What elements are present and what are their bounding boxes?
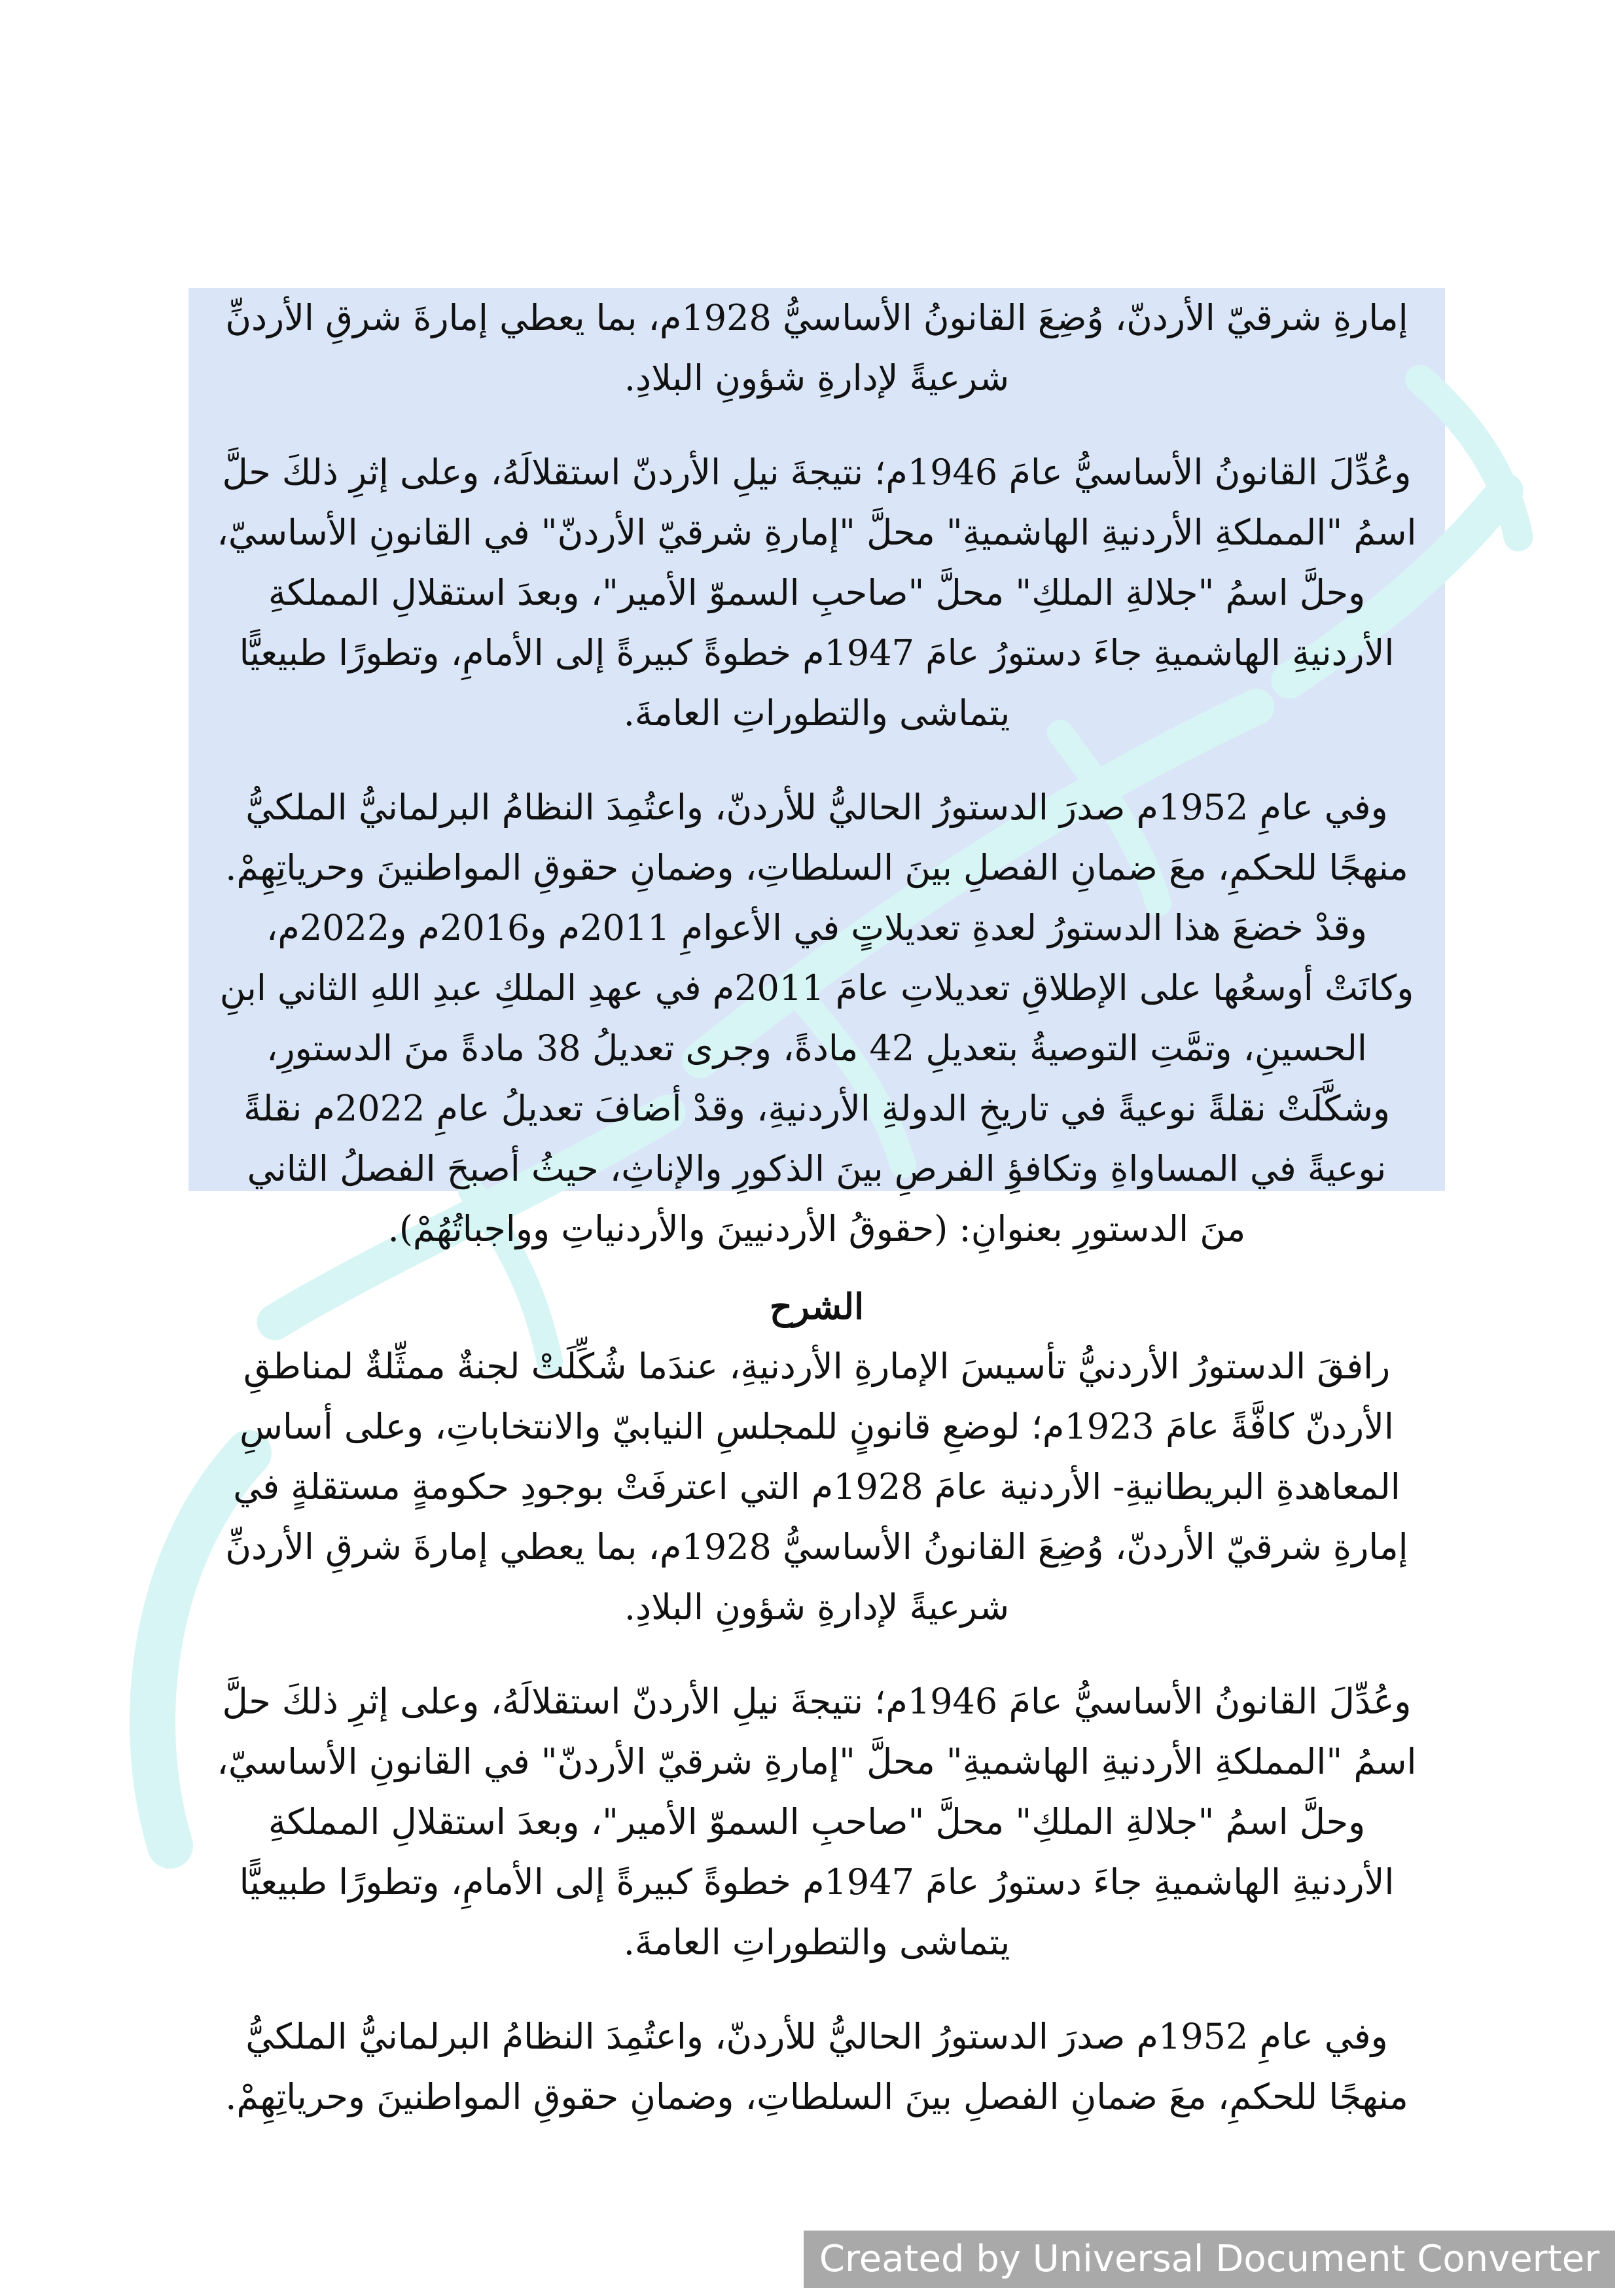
text-line: شرعيةً لإدارةِ شؤونِ البلادِ. — [624, 1587, 1010, 1628]
text-line: وفي عامِ 1952م صدرَ الدستورُ الحاليُّ للأردنّ، واعتُمِدَ النظامُ البرلمانيُّ الملكيُّ — [245, 787, 1388, 828]
highlighted-paragraph-2 — [188, 442, 1445, 744]
text-line: وعُدِّلَ القانونُ الأساسيُّ عامَ 1946م؛ نتيجةَ نيلِ الأردنّ استقلالَهُ، وعلى إثرِ ذلكَ حلَّ — [222, 1681, 1412, 1722]
text-line: منهجًا للحكمِ، معَ ضمانِ الفصلِ بينَ السلطاتِ، وضمانِ حقوقِ المواطنينَ وحرياتِهِمْ. — [225, 847, 1408, 888]
highlighted-paragraph-3 — [188, 778, 1445, 1259]
text-line: الأردنيةِ الهاشميةِ جاءَ دستورُ عامَ 1947م خطوةً كبيرةً إلى الأمامِ، وتطورًا طبيعيًّا — [239, 1861, 1395, 1903]
text-line: يتماشى والتطوراتِ العامةَ. — [623, 1922, 1010, 1963]
text-line: إمارةِ شرقيّ الأردنّ، وُضِعَ القانونُ الأساسيُّ 1928م، بما يعطي إمارةَ شرقِ الأردنِّ — [225, 297, 1408, 338]
text-line: منهجًا للحكمِ، معَ ضمانِ الفصلِ بينَ السلطاتِ، وضمانِ حقوقِ المواطنينَ وحرياتِهِمْ. — [225, 2076, 1408, 2117]
text-line: وحلَّ اسمُ "جلالةِ الملكِ" محلَّ "صاحبِ السموّ الأمير"، وبعدَ استقلالِ المملكةِ — [268, 572, 1366, 613]
explanation-paragraph-1 — [188, 1336, 1445, 1638]
text-line: وعُدِّلَ القانونُ الأساسيُّ عامَ 1946م؛ نتيجةَ نيلِ الأردنّ استقلالَهُ، وعلى إثرِ ذلكَ حلَّ — [222, 452, 1412, 493]
section-title: الشرح — [769, 1285, 865, 1327]
text-line: وشكَّلَتْ نقلةً نوعيةً في تاريخِ الدولةِ الأردنيةِ، وقدْ أضافَ تعديلُ عامِ 2022م نقلةً — [243, 1088, 1390, 1129]
text-line: وحلَّ اسمُ "جلالةِ الملكِ" محلَّ "صاحبِ السموّ الأمير"، وبعدَ استقلالِ المملكةِ — [268, 1801, 1366, 1842]
text-line: الأردنّ كافَّةً عامَ 1923م؛ لوضعِ قانونٍ للمجلسِ النيابيّ والانتخاباتِ، وعلى أساسِ — [240, 1406, 1394, 1447]
text-line: إمارةِ شرقيّ الأردنّ، وُضِعَ القانونُ الأساسيُّ 1928م، بما يعطي إمارةَ شرقِ الأردنِّ — [225, 1526, 1408, 1568]
text-line: شرعيةً لإدارةِ شؤونِ البلادِ. — [624, 357, 1010, 399]
text-line: وفي عامِ 1952م صدرَ الدستورُ الحاليُّ للأردنّ، واعتُمِدَ النظامُ البرلمانيُّ الملكيُّ — [245, 2016, 1388, 2057]
explanation-paragraph-3 — [188, 2007, 1445, 2127]
text-line: المعاهدةِ البريطانيةِ- الأردنية عامَ 1928م التي اعترفَتْ بوجودِ حكومةٍ مستقلةٍ في — [233, 1466, 1400, 1507]
text-line: اسمُ "المملكةِ الأردنيةِ الهاشميةِ" محلَّ "إمارةِ شرقيّ الأردنّ" في القانونِ الأساسيّ، — [217, 512, 1417, 553]
text-line: رافقَ الدستورُ الأردنيُّ تأسيسَ الإمارةِ الأردنيةِ، عندَما شُكِّلَتْ لجنةٌ ممثِّلةٌ لمناطقِ — [243, 1346, 1391, 1387]
text-line: الأردنيةِ الهاشميةِ جاءَ دستورُ عامَ 1947م خطوةً كبيرةً إلى الأمامِ، وتطورًا طبيعيًّا — [239, 632, 1395, 673]
converter-watermark-badge: Created by Universal Document Converter — [804, 2231, 1615, 2288]
text-line: وكانَتْ أوسعُها على الإطلاقِ تعديلاتِ عامَ 2011م في عهدِ الملكِ عبدِ اللهِ الثاني ابنِ — [219, 967, 1414, 1009]
text-line: يتماشى والتطوراتِ العامةَ. — [623, 692, 1010, 734]
text-line: وقدْ خضعَ هذا الدستورُ لعدةِ تعديلاتٍ في الأعوامِ 2011م و2016م و2022م، — [266, 907, 1368, 948]
text-line: الحسينِ، وتمَّتِ التوصيةُ بتعديلِ 42 مادةً، وجرى تعديلُ 38 مادةً منَ الدستورِ، — [266, 1028, 1367, 1069]
highlighted-paragraph-1 — [188, 288, 1445, 408]
text-line: نوعيةً في المساواةِ وتكافؤِ الفرصِ بينَ الذكورِ والإناثِ، حيثُ أصبحَ الفصلُ الثاني — [247, 1148, 1387, 1189]
text-line: منَ الدستورِ بعنوانِ: (حقوقُ الأردنيينَ والأردنياتِ وواجباتُهُمْ). — [387, 1208, 1246, 1249]
text-line: اسمُ "المملكةِ الأردنيةِ الهاشميةِ" محلَّ "إمارةِ شرقيّ الأردنّ" في القانونِ الأساسيّ، — [217, 1741, 1417, 1782]
document-body — [188, 288, 1445, 2161]
explanation-paragraph-2 — [188, 1672, 1445, 1973]
